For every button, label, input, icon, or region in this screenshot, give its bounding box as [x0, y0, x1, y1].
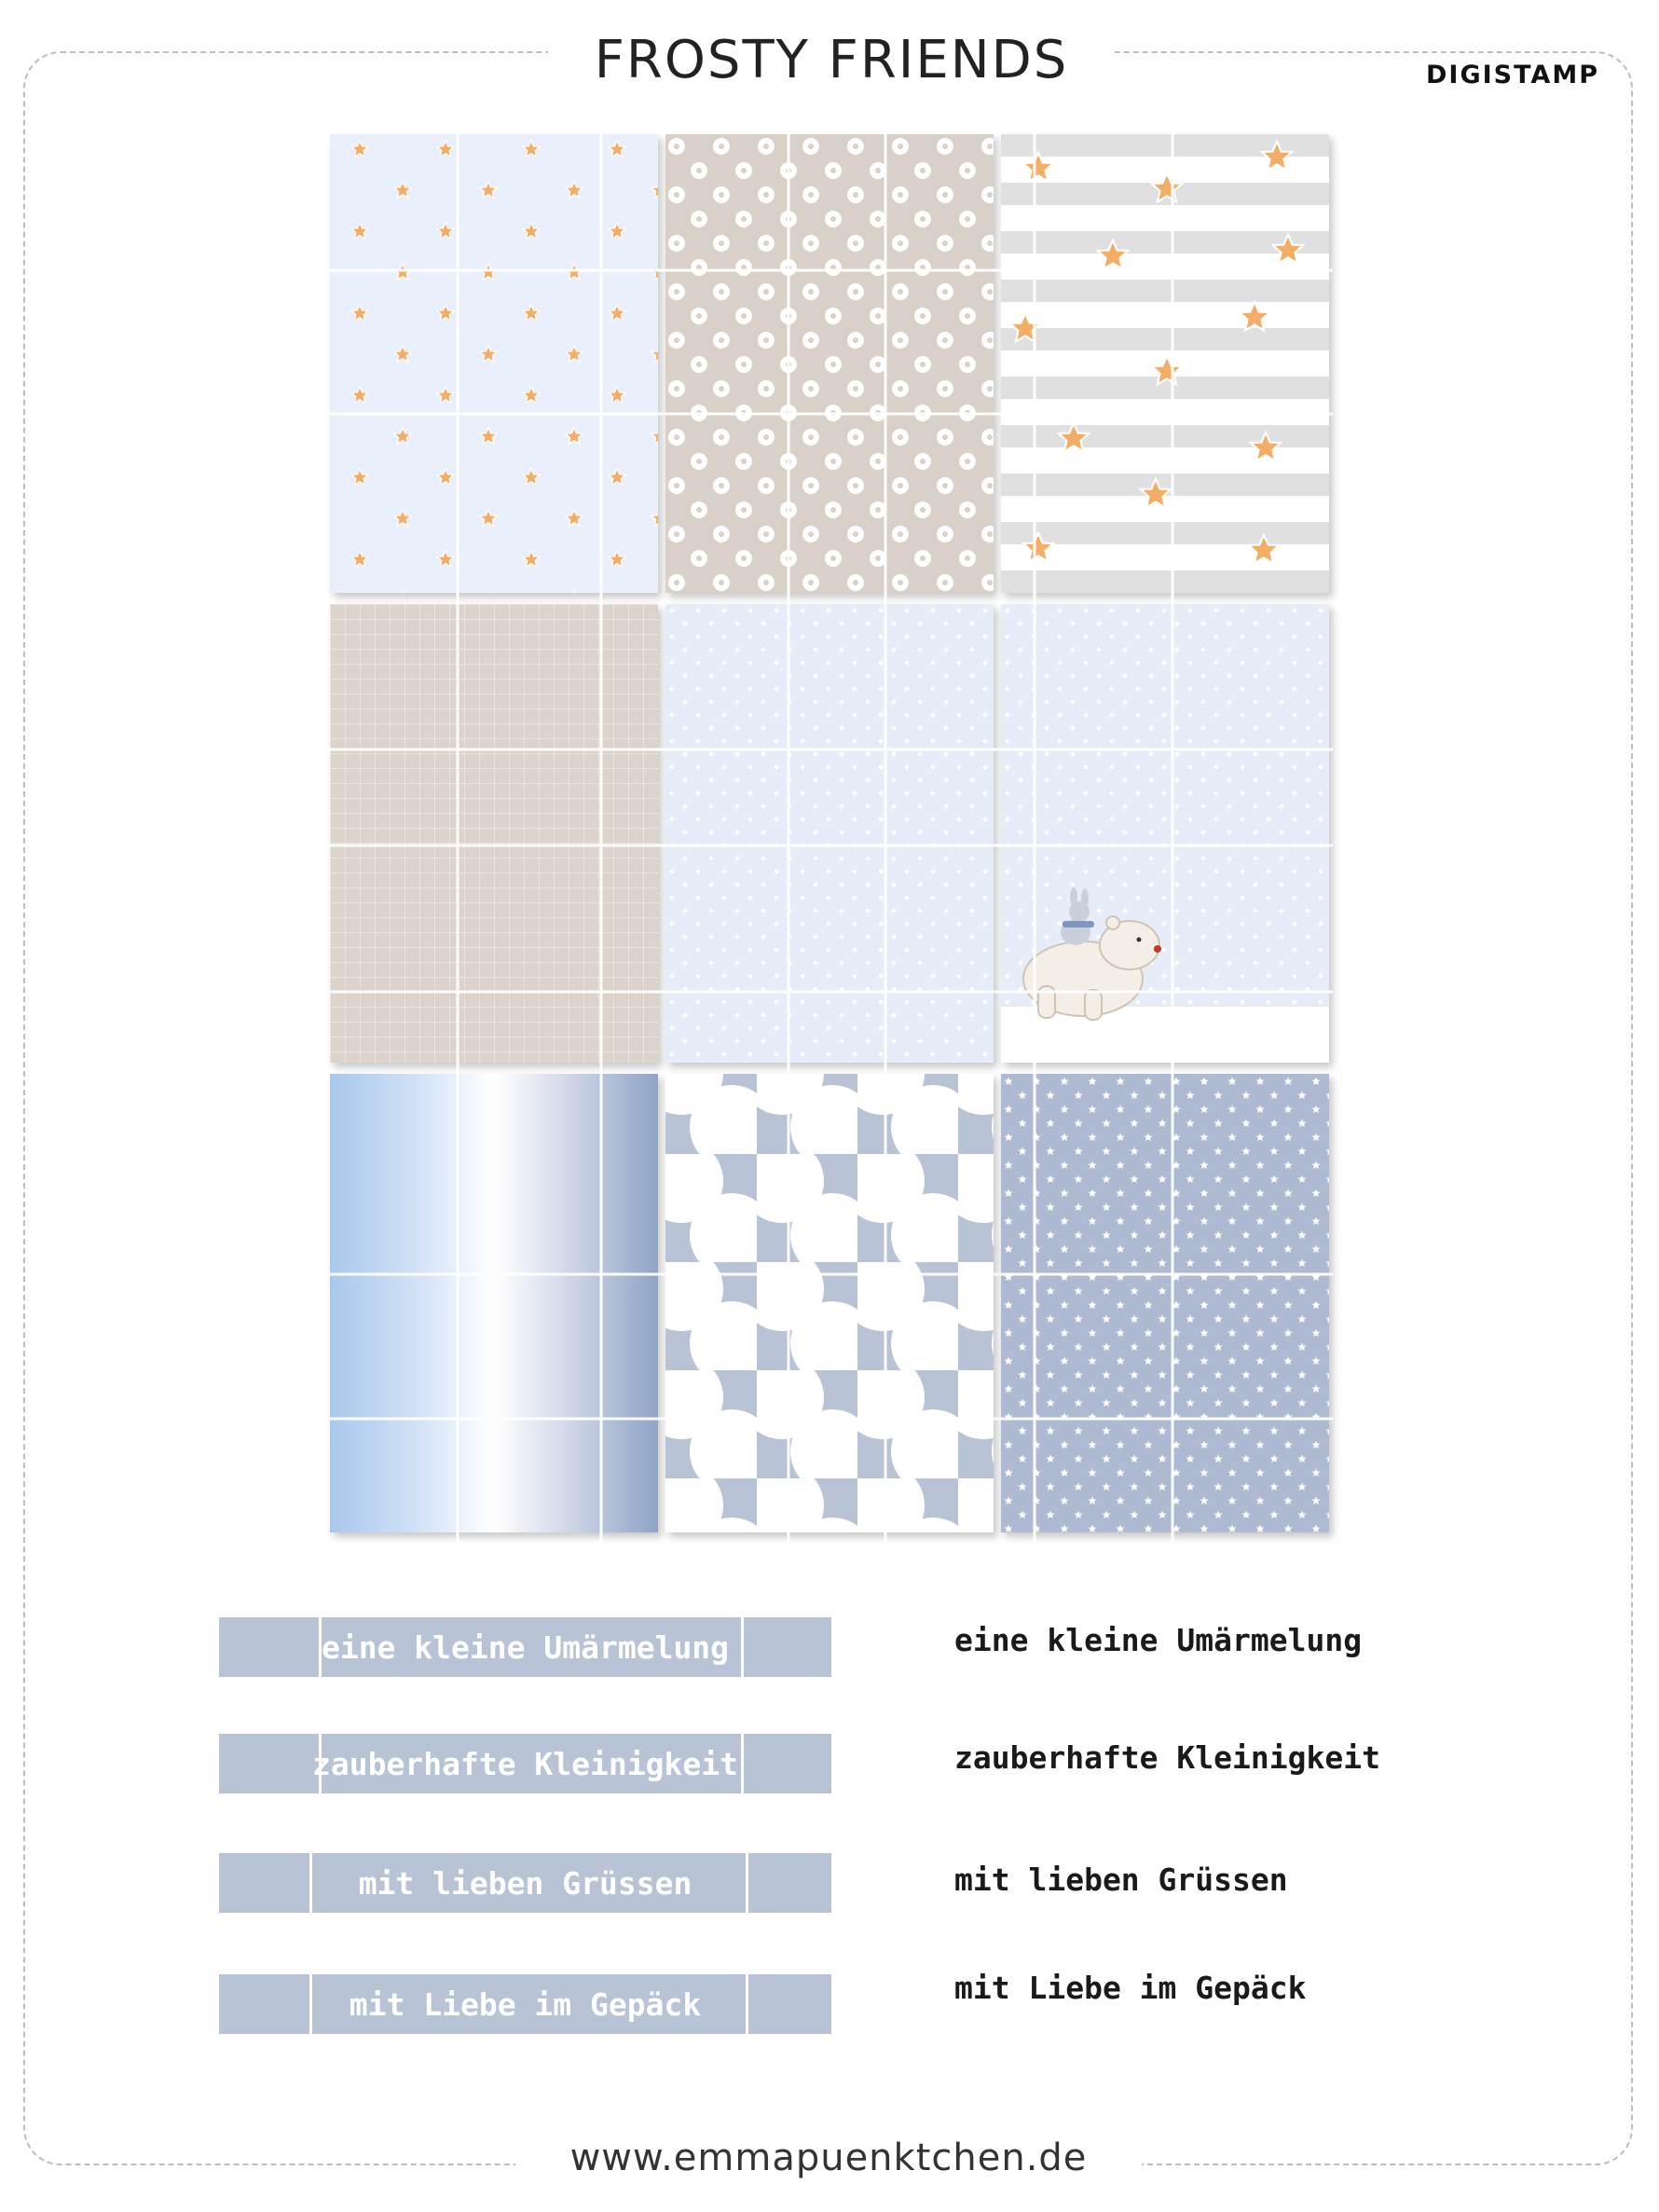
pattern-grid: [326, 132, 1333, 1549]
tile-grid-pattern-taupe: [330, 604, 658, 1063]
footer-website: www.emmapuenktchen.de: [569, 2136, 1088, 2179]
sentiment-text-4: mit Liebe im Gepäck: [954, 1970, 1307, 2006]
tile-small-white-stars-blue: [1001, 1074, 1329, 1532]
tile-blue-gradient: [330, 1074, 658, 1532]
sentiment-text-1: eine kleine Umärmelung: [954, 1622, 1363, 1658]
sentiment-strip-1: [219, 1617, 831, 1677]
sentiment-strip-3: [219, 1853, 831, 1913]
sentiment-strip-text: mit Liebe im Gepäck: [349, 1985, 702, 2023]
sentiment-strip-text: mit lieben Grüssen: [358, 1864, 692, 1902]
page-title: FROSTY FRIENDS: [594, 30, 1069, 90]
tile-dot-pattern-pale: [665, 604, 994, 1063]
tile-polar-bear-scene: [1001, 604, 1329, 1063]
sentiment-strip-4: [219, 1974, 831, 2034]
tile-large-polka-dots: [665, 1074, 994, 1532]
tile-stripes-with-stars: [1001, 134, 1329, 593]
sentiment-text-3: mit lieben Grüssen: [954, 1862, 1288, 1898]
sentiment-strip-text: eine kleine Umärmelung: [321, 1628, 730, 1666]
tile-flower-dot-pattern-taupe: [665, 134, 994, 593]
sentiment-text-2: zauberhafte Kleinigkeit: [954, 1739, 1380, 1776]
tile-star-pattern-pale: [330, 134, 658, 593]
sentiment-strip-text: zauberhafte Kleinigkeit: [312, 1745, 738, 1782]
sentiment-strip-2: [219, 1734, 831, 1793]
brand-label: DIGISTAMP: [1426, 61, 1599, 89]
